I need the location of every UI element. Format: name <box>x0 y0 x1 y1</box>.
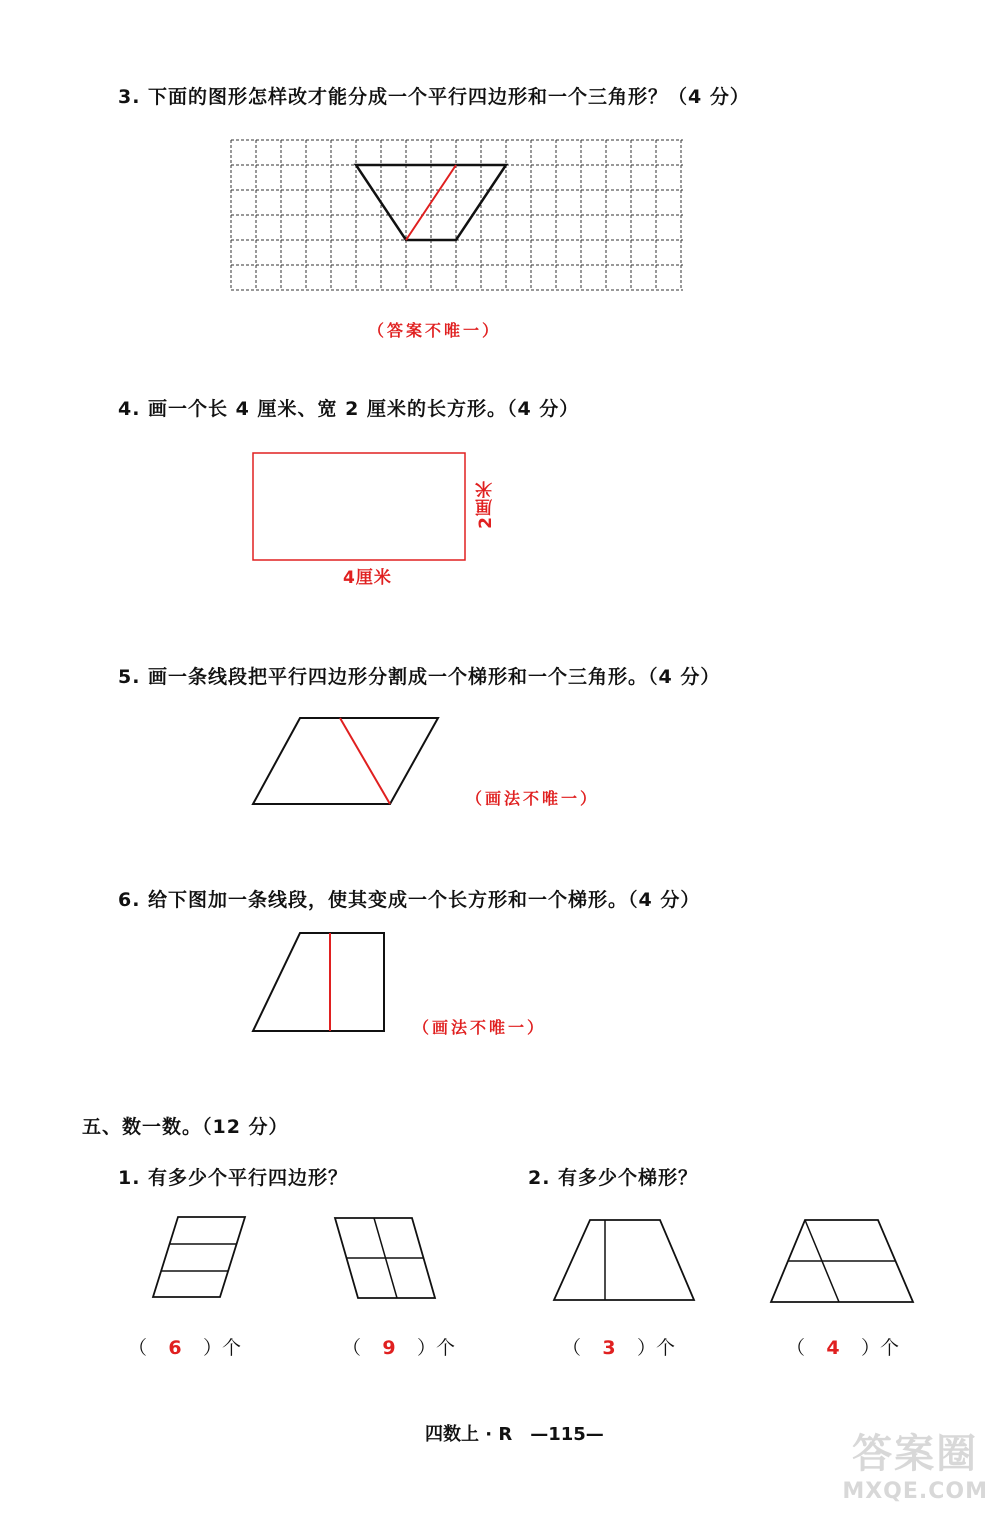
open-paren: （ <box>562 1337 582 1359</box>
parallelogram-shape <box>253 718 438 804</box>
section5-title: 五、数一数。（12 分） <box>82 1116 289 1138</box>
page-footer: 四数上 · R —115— <box>425 1424 604 1445</box>
trapezoid-shape <box>253 933 384 1031</box>
answer-value: 4 <box>826 1337 840 1359</box>
count-figure-4 <box>768 1218 916 1304</box>
section5-sub1: 1. 有多少个平行四边形？ <box>118 1167 349 1189</box>
answer-rectangle <box>253 453 465 560</box>
close-unit: ）个 <box>861 1337 900 1359</box>
answer-value: 9 <box>382 1337 396 1359</box>
answer-value: 3 <box>602 1337 616 1359</box>
answer-count-4 <box>786 1333 899 1360</box>
answer-count-1 <box>128 1333 241 1360</box>
answer-count-2 <box>342 1333 455 1360</box>
close-unit: ）个 <box>417 1337 456 1359</box>
q5-title: 5. 画一条线段把平行四边形分割成一个梯形和一个三角形。（4 分） <box>118 666 721 688</box>
count-figure-3 <box>551 1218 697 1302</box>
q3-grid-figure <box>230 136 684 292</box>
q6-note: （画法不唯一） <box>413 1018 547 1037</box>
q3-note: （答案不唯一） <box>368 321 502 340</box>
q4-width-label: 2厘米 <box>476 480 496 529</box>
q5-note: （画法不唯一） <box>466 789 600 808</box>
answer-value: 6 <box>168 1337 182 1359</box>
q6-title: 6. 给下图加一条线段，使其变成一个长方形和一个梯形。（4 分） <box>118 889 701 911</box>
grid-lines <box>231 140 683 290</box>
watermark-line2: MXQE.COM <box>842 1479 988 1504</box>
close-unit: ）个 <box>203 1337 242 1359</box>
count-figure-1 <box>150 1215 248 1299</box>
close-unit: ）个 <box>637 1337 676 1359</box>
open-paren: （ <box>128 1337 148 1359</box>
q4-length-label: 4厘米 <box>343 568 392 588</box>
watermark-line1: 答案圈 <box>852 1431 979 1477</box>
q6-trapezoid-figure <box>250 930 390 1035</box>
open-paren: （ <box>786 1337 806 1359</box>
watermark-logo <box>842 1422 988 1504</box>
q4-title: 4. 画一个长 4 厘米、宽 2 厘米的长方形。（4 分） <box>118 398 580 420</box>
open-paren: （ <box>342 1337 362 1359</box>
q5-parallelogram-figure <box>250 715 445 810</box>
count-figure-2 <box>332 1216 438 1300</box>
section5-sub2: 2. 有多少个梯形？ <box>528 1167 699 1189</box>
answer-count-3 <box>562 1333 675 1360</box>
q3-title: 3. 下面的图形怎样改才能分成一个平行四边形和一个三角形？（4 分） <box>118 86 750 108</box>
answer-line <box>340 718 390 804</box>
q4-rectangle-figure <box>250 450 470 565</box>
